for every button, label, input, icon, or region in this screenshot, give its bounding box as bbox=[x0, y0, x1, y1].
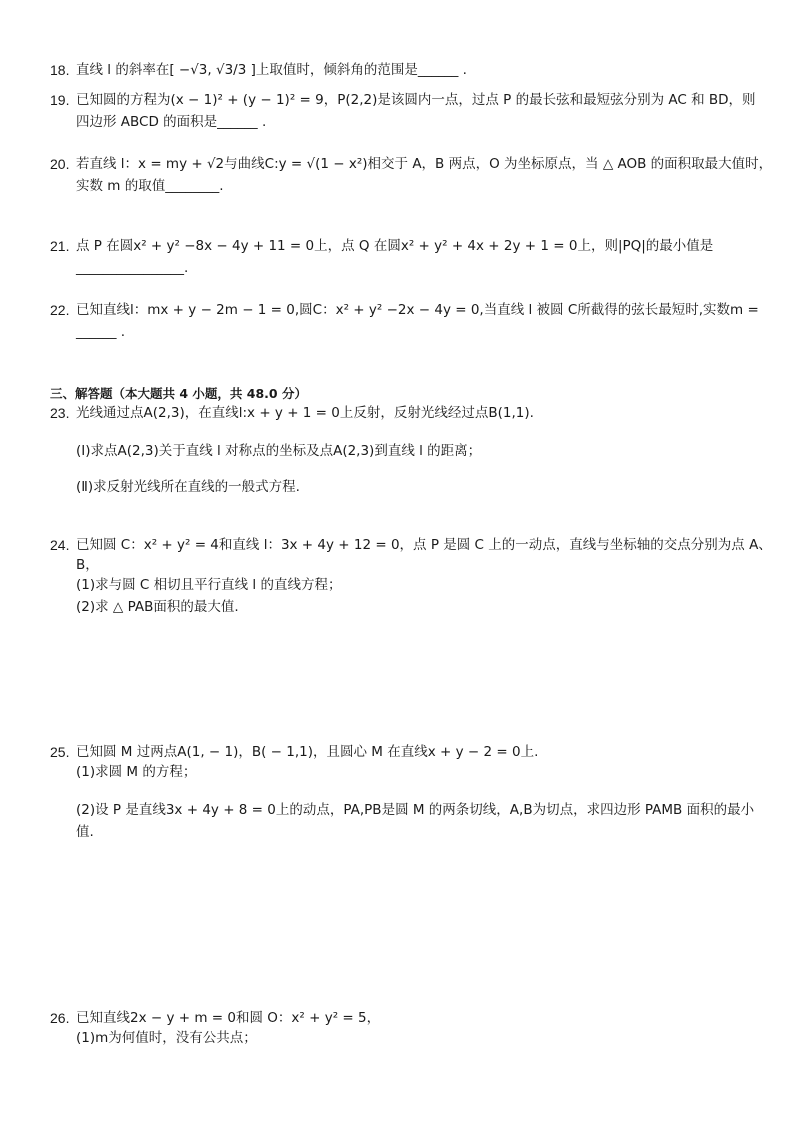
sub-question: (2)求 △ PAB面积的最大值. bbox=[76, 599, 239, 615]
problem-number: 26. bbox=[50, 1010, 70, 1026]
problem-text-line: 已知圆 M 过两点A(1, − 1)，B( − 1,1)，且圆心 M 在直线x + y − 2 = 0上. bbox=[76, 744, 539, 760]
problem-number: 18. bbox=[50, 62, 70, 78]
problem-text-line: ________________. bbox=[76, 260, 189, 276]
problem-number: 22. bbox=[50, 302, 70, 318]
problem-text-line: ______ . bbox=[76, 324, 126, 340]
problem-number: 20. bbox=[50, 156, 70, 172]
sub-question: 值. bbox=[76, 824, 94, 840]
sub-question: (1)m为何值时，没有公共点； bbox=[76, 1030, 257, 1046]
problem-text-line: 若直线 l：x = my + √2与曲线C:y = √(1 − x²)相交于 A，B 两点，O 为坐标原点，当 △ AOB 的面积取最大值时， bbox=[76, 156, 773, 172]
problem-text-line: 四边形 ABCD 的面积是______ . bbox=[76, 114, 267, 130]
sub-question: (1)求与圆 C 相切且平行直线 l 的直线方程； bbox=[76, 577, 342, 593]
sub-question: (2)设 P 是直线3x + 4y + 8 = 0上的动点，PA,PB是圆 M 的两条切线，A,B为切点，求四边形 PAMB 面积的最小 bbox=[76, 802, 755, 818]
problem-number: 21. bbox=[50, 238, 70, 254]
problem-number: 23. bbox=[50, 405, 70, 421]
problem-number: 24. bbox=[50, 537, 70, 553]
problem-text-line: 实数 m 的取值________. bbox=[76, 178, 224, 194]
problem-text-line: B， bbox=[76, 557, 99, 573]
problem-text-line: 直线 l 的斜率在[ −√3, √3/3 ]上取值时，倾斜角的范围是______ . bbox=[76, 62, 467, 78]
problem-text-line: 点 P 在圆x² + y² −8x − 4y + 11 = 0上，点 Q 在圆x² + y² + 4x + 2y + 1 = 0上，则|PQ|的最小值是 bbox=[76, 238, 714, 254]
problem-text-line: 已知直线l：mx + y − 2m − 1 = 0,圆C：x² + y² −2x − 4y = 0,当直线 l 被圆 C所截得的弦长最短时,实数m = bbox=[76, 302, 759, 318]
problem-text-line: 已知圆的方程为(x − 1)² + (y − 1)² = 9，P(2,2)是该圆内一点，过点 P 的最长弦和最短弦分别为 AC 和 BD，则 bbox=[76, 92, 756, 108]
problem-text-line: 已知直线2x − y + m = 0和圆 O：x² + y² = 5， bbox=[76, 1010, 381, 1026]
problem-number: 19. bbox=[50, 92, 70, 108]
sub-question: (Ⅱ)求反射光线所在直线的一般式方程. bbox=[76, 479, 300, 495]
problem-number: 25. bbox=[50, 744, 70, 760]
section-heading: 三、解答题（本大题共 4 小题，共 48.0 分） bbox=[50, 386, 307, 401]
sub-question: (Ⅰ)求点A(2,3)关于直线 l 对称点的坐标及点A(2,3)到直线 l 的距离； bbox=[76, 443, 482, 459]
problem-text-line: 光线通过点A(2,3)，在直线l:x + y + 1 = 0上反射，反射光线经过点B(1,1). bbox=[76, 405, 534, 421]
sub-question: (1)求圆 M 的方程； bbox=[76, 764, 197, 780]
problem-text-line: 已知圆 C：x² + y² = 4和直线 l：3x + 4y + 12 = 0，点 P 是圆 C 上的一动点，直线与坐标轴的交点分别为点 A、 bbox=[76, 537, 772, 553]
